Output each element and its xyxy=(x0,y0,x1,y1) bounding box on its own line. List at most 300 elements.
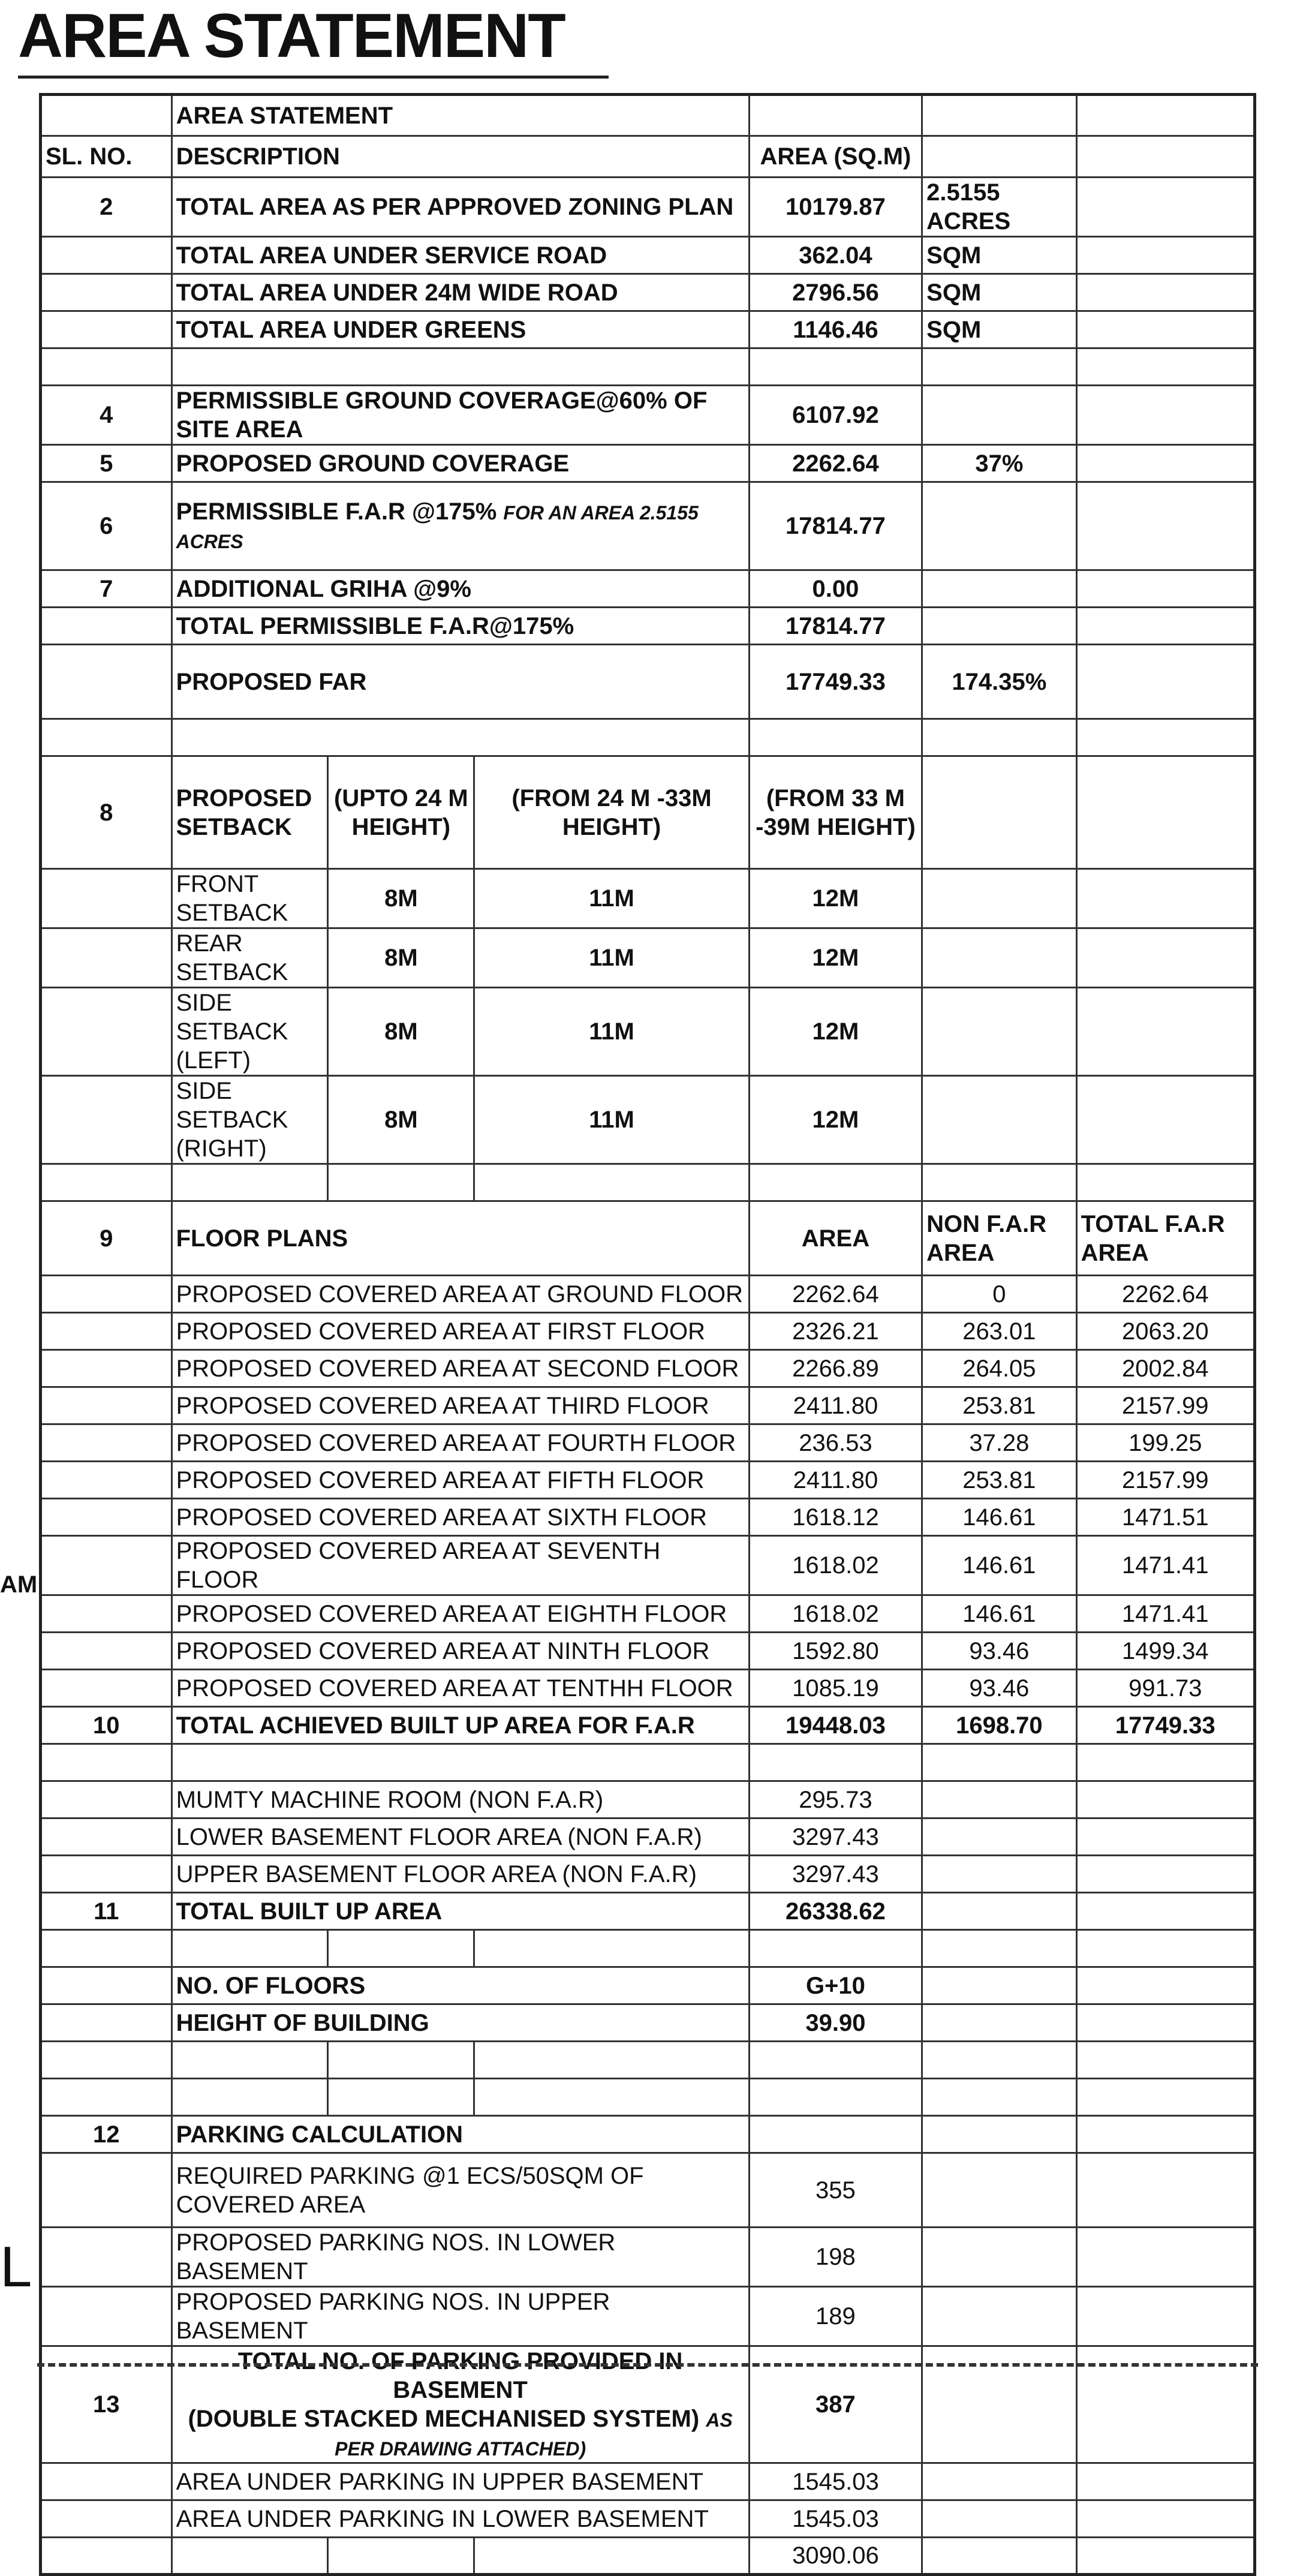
table-cell: 8M xyxy=(328,988,474,1076)
table-cell: TOTAL BUILT UP AREA xyxy=(171,1893,749,1930)
table-cell xyxy=(1076,1967,1254,2004)
table-cell: 12 xyxy=(41,2116,172,2153)
page-title: AREA STATEMENT xyxy=(18,1,565,71)
table-cell xyxy=(41,2287,172,2346)
table-cell xyxy=(41,645,172,719)
table-cell: TOTAL PERMISSIBLE F.A.R@175% xyxy=(171,608,749,645)
table-row xyxy=(41,988,1255,1076)
table-cell: 13 xyxy=(41,2346,172,2463)
table-cell: 3297.43 xyxy=(749,1818,922,1856)
table-row xyxy=(41,274,1255,311)
table-cell xyxy=(41,2004,172,2042)
table-cell: 1618.02 xyxy=(749,1536,922,1595)
table-cell xyxy=(1076,1744,1254,1781)
table-cell xyxy=(922,2153,1076,2228)
table-cell xyxy=(922,1967,1076,2004)
table-cell: 2411.80 xyxy=(749,1387,922,1424)
table-row xyxy=(41,608,1255,645)
table-cell xyxy=(171,348,749,386)
table-cell: 253.81 xyxy=(922,1387,1076,1424)
table-cell: 10 xyxy=(41,1707,172,1744)
table-cell: 1618.12 xyxy=(749,1499,922,1536)
table-cell xyxy=(1076,482,1254,570)
table-cell: AREA UNDER PARKING IN LOWER BASEMENT xyxy=(171,2500,749,2538)
table-cell xyxy=(1076,1781,1254,1818)
table-cell: 37.28 xyxy=(922,1424,1076,1462)
table-row xyxy=(41,645,1255,719)
table-cell: SQM xyxy=(922,311,1076,348)
table-cell: 355 xyxy=(749,2153,922,2228)
table-cell: PARKING CALCULATION xyxy=(171,2116,749,2153)
table-cell xyxy=(1076,348,1254,386)
header-description: DESCRIPTION xyxy=(171,136,749,178)
table-cell xyxy=(41,2538,172,2575)
table-cell xyxy=(922,988,1076,1076)
table-cell xyxy=(328,1930,474,1967)
table-cell: 1146.46 xyxy=(749,311,922,348)
table-cell: 8M xyxy=(328,869,474,928)
table-cell: FLOOR PLANS xyxy=(171,1201,749,1276)
table-row xyxy=(41,928,1255,988)
table-cell xyxy=(41,928,172,988)
table-cell: 2266.89 xyxy=(749,1350,922,1387)
table-row xyxy=(41,482,1255,570)
table-cell xyxy=(474,2538,749,2575)
table-cell: 17749.33 xyxy=(1076,1707,1254,1744)
table-cell xyxy=(922,1781,1076,1818)
table-cell: 2262.64 xyxy=(749,445,922,482)
table-cell: 1471.51 xyxy=(1076,1499,1254,1536)
table-cell: PROPOSED COVERED AREA AT FIRST FLOOR xyxy=(171,1313,749,1350)
table-cell xyxy=(41,1595,172,1633)
table-cell xyxy=(1076,2004,1254,2042)
table-cell xyxy=(474,2042,749,2079)
table-row xyxy=(41,1967,1255,2004)
table-cell: 4 xyxy=(41,386,172,445)
table-cell: 2157.99 xyxy=(1076,1387,1254,1424)
table-cell xyxy=(922,2500,1076,2538)
table-cell: 1085.19 xyxy=(749,1670,922,1707)
table-cell xyxy=(922,1930,1076,1967)
table-cell: HEIGHT OF BUILDING xyxy=(171,2004,749,2042)
table-cell xyxy=(1076,274,1254,311)
table-cell: PROPOSED COVERED AREA AT FIFTH FLOOR xyxy=(171,1462,749,1499)
table-row xyxy=(41,2079,1255,2116)
table-row xyxy=(41,445,1255,482)
table-cell xyxy=(474,1930,749,1967)
table-row xyxy=(41,1276,1255,1313)
table-row xyxy=(41,570,1255,608)
table-cell: PROPOSED PARKING NOS. IN UPPER BASEMENT xyxy=(171,2287,749,2346)
table-row xyxy=(41,1930,1255,1967)
table-cell xyxy=(922,386,1076,445)
table-cell: 1499.34 xyxy=(1076,1633,1254,1670)
table-row xyxy=(41,1424,1255,1462)
table-row xyxy=(41,311,1255,348)
table-cell xyxy=(922,1818,1076,1856)
table-row xyxy=(41,2116,1255,2153)
table-row xyxy=(41,2004,1255,2042)
table-cell xyxy=(41,1313,172,1350)
table-cell: 11M xyxy=(474,988,749,1076)
table-row xyxy=(41,1818,1255,1856)
table-cell xyxy=(1076,1930,1254,1967)
table-cell xyxy=(922,348,1076,386)
table-cell: 2411.80 xyxy=(749,1462,922,1499)
table-row xyxy=(41,2153,1255,2228)
table-row xyxy=(41,2538,1255,2575)
table-row xyxy=(41,1462,1255,1499)
setback-label: PROPOSED SETBACK xyxy=(171,756,328,869)
table-cell: PROPOSED GROUND COVERAGE xyxy=(171,445,749,482)
table-cell: 146.61 xyxy=(922,1595,1076,1633)
table-cell: 2063.20 xyxy=(1076,1313,1254,1350)
table-cell: 8M xyxy=(328,1076,474,1164)
table-cell: SQM xyxy=(922,237,1076,274)
table-cell: AREA UNDER PARKING IN UPPER BASEMENT xyxy=(171,2463,749,2500)
table-cell: G+10 xyxy=(749,1967,922,2004)
table-cell: 10179.87 xyxy=(749,178,922,237)
table-cell xyxy=(41,2153,172,2228)
table-cell: PROPOSED COVERED AREA AT SEVENTH FLOOR xyxy=(171,1536,749,1595)
table-row xyxy=(41,1201,1255,1276)
table-row xyxy=(41,178,1255,237)
table-row xyxy=(41,1893,1255,1930)
table-cell: 189 xyxy=(749,2287,922,2346)
table-cell xyxy=(41,1670,172,1707)
table-cell xyxy=(1076,2079,1254,2116)
table-cell xyxy=(41,719,172,756)
table-cell: 0 xyxy=(922,1276,1076,1313)
table-cell xyxy=(922,1893,1076,1930)
table-cell: TOTAL AREA AS PER APPROVED ZONING PLAN xyxy=(171,178,749,237)
table-cell xyxy=(171,1744,749,1781)
table-cell xyxy=(1076,386,1254,445)
table-cell xyxy=(1076,1164,1254,1201)
table-cell: (UPTO 24 M HEIGHT) xyxy=(328,756,474,869)
table-row xyxy=(41,719,1255,756)
table-row xyxy=(41,2228,1255,2287)
table-cell: PROPOSED COVERED AREA AT GROUND FLOOR xyxy=(171,1276,749,1313)
table-cell xyxy=(749,348,922,386)
table-row xyxy=(41,2042,1255,2079)
table-cell xyxy=(41,2228,172,2287)
table-cell xyxy=(328,1164,474,1201)
table-cell: PROPOSED COVERED AREA AT NINTH FLOOR xyxy=(171,1633,749,1670)
table-cell xyxy=(1076,2287,1254,2346)
table-cell xyxy=(171,1930,328,1967)
table-cell: 11 xyxy=(41,1893,172,1930)
table-cell: REAR SETBACK xyxy=(171,928,328,988)
table-row xyxy=(41,1536,1255,1595)
table-cell xyxy=(171,719,749,756)
table-cell: TOTAL AREA UNDER 24M WIDE ROAD xyxy=(171,274,749,311)
table-cell xyxy=(41,1462,172,1499)
table-row xyxy=(41,1707,1255,1744)
table-cell: TOTAL AREA UNDER GREENS xyxy=(171,311,749,348)
table-cell xyxy=(922,1744,1076,1781)
table-cell xyxy=(41,2463,172,2500)
table-cell xyxy=(1076,237,1254,274)
table-cell xyxy=(41,1387,172,1424)
table-row xyxy=(41,756,1255,869)
table-row xyxy=(41,2463,1255,2500)
table-cell xyxy=(1076,136,1254,178)
table-cell: 2262.64 xyxy=(1076,1276,1254,1313)
table-cell: 12M xyxy=(749,988,922,1076)
table-cell xyxy=(474,2079,749,2116)
table-cell: 199.25 xyxy=(1076,1424,1254,1462)
table-cell xyxy=(922,608,1076,645)
table-cell: TOTAL AREA UNDER SERVICE ROAD xyxy=(171,237,749,274)
table-cell: 17814.77 xyxy=(749,608,922,645)
table-cell xyxy=(1076,719,1254,756)
table-cell xyxy=(41,95,172,136)
table-row xyxy=(41,1781,1255,1818)
table-cell: NO. OF FLOORS xyxy=(171,1967,749,2004)
table-cell xyxy=(1076,2500,1254,2538)
table-cell xyxy=(41,1164,172,1201)
table-cell xyxy=(41,1744,172,1781)
table-cell: SIDE SETBACK (LEFT) xyxy=(171,988,328,1076)
table-cell xyxy=(922,719,1076,756)
table-cell xyxy=(41,1276,172,1313)
table-cell xyxy=(41,1536,172,1595)
table-cell: 174.35% xyxy=(922,645,1076,719)
table-cell xyxy=(922,1076,1076,1164)
table-row xyxy=(41,386,1255,445)
table-cell xyxy=(1076,2538,1254,2575)
far-note: FOR AN AREA 2.5155 ACRES xyxy=(176,502,699,552)
table-cell: 37% xyxy=(922,445,1076,482)
table-cell xyxy=(171,2538,328,2575)
table-cell: 11M xyxy=(474,1076,749,1164)
table-cell: SIDE SETBACK (RIGHT) xyxy=(171,1076,328,1164)
table-cell: 93.46 xyxy=(922,1670,1076,1707)
table-row xyxy=(41,1350,1255,1387)
parking-total-line1: TOTAL NO. OF PARKING PROVIDED IN BASEMENT xyxy=(237,2348,683,2403)
table-cell xyxy=(749,1930,922,1967)
table-cell xyxy=(1076,2153,1254,2228)
table-cell: 1471.41 xyxy=(1076,1595,1254,1633)
table-cell xyxy=(749,2116,922,2153)
table-cell xyxy=(41,1930,172,1967)
parking-total-note: AS PER DRAWING ATTACHED) xyxy=(335,2409,733,2460)
dashed-border xyxy=(37,2363,1258,2367)
table-cell: 2262.64 xyxy=(749,1276,922,1313)
header-area: AREA (SQ.M) xyxy=(749,136,922,178)
table-cell: AREA xyxy=(749,1201,922,1276)
table-cell: 5 xyxy=(41,445,172,482)
table-cell xyxy=(328,2079,474,2116)
table-cell xyxy=(328,2042,474,2079)
table-cell: LOWER BASEMENT FLOOR AREA (NON F.A.R) xyxy=(171,1818,749,1856)
table-cell: 8 xyxy=(41,756,172,869)
table-cell: 6107.92 xyxy=(749,386,922,445)
table-cell: MUMTY MACHINE ROOM (NON F.A.R) xyxy=(171,1781,749,1818)
table-cell xyxy=(41,1818,172,1856)
table-cell xyxy=(922,1164,1076,1201)
table-cell: 0.00 xyxy=(749,570,922,608)
table-cell xyxy=(1076,1893,1254,1930)
table-cell: 39.90 xyxy=(749,2004,922,2042)
table-cell: PROPOSED COVERED AREA AT FOURTH FLOOR xyxy=(171,1424,749,1462)
table-cell xyxy=(749,2079,922,2116)
table-cell: 2.5155 ACRES xyxy=(922,178,1076,237)
table-row xyxy=(41,869,1255,928)
table-cell: NON F.A.R AREA xyxy=(922,1201,1076,1276)
table-row xyxy=(41,1076,1255,1164)
table-cell xyxy=(1076,988,1254,1076)
table-cell: (FROM 33 M -39M HEIGHT) xyxy=(749,756,922,869)
table-cell: PERMISSIBLE GROUND COVERAGE@60% OF SITE AREA xyxy=(171,386,749,445)
table-row xyxy=(41,1595,1255,1633)
table-cell xyxy=(171,1164,328,1201)
table-cell: 1545.03 xyxy=(749,2500,922,2538)
table-cell: FRONT SETBACK xyxy=(171,869,328,928)
table-cell: 9 xyxy=(41,1201,172,1276)
table-cell: PROPOSED COVERED AREA AT EIGHTH FLOOR xyxy=(171,1595,749,1633)
title-underline xyxy=(18,76,609,79)
table-cell xyxy=(922,2287,1076,2346)
table-cell: 2002.84 xyxy=(1076,1350,1254,1387)
table-cell xyxy=(41,274,172,311)
table-cell: 362.04 xyxy=(749,237,922,274)
table-cell xyxy=(1076,570,1254,608)
table-cell: 2326.21 xyxy=(749,1313,922,1350)
table-row xyxy=(41,95,1255,136)
table-cell xyxy=(1076,445,1254,482)
table-cell: PROPOSED COVERED AREA AT TENTHH FLOOR xyxy=(171,1670,749,1707)
table-cell: 295.73 xyxy=(749,1781,922,1818)
table-cell: (FROM 24 M -33M HEIGHT) xyxy=(474,756,749,869)
table-cell: 146.61 xyxy=(922,1536,1076,1595)
table-cell xyxy=(1076,928,1254,988)
table-cell: 236.53 xyxy=(749,1424,922,1462)
table-cell: 11M xyxy=(474,869,749,928)
table-row xyxy=(41,136,1255,178)
table-cell xyxy=(41,1633,172,1670)
table-cell xyxy=(41,2042,172,2079)
table-cell: 12M xyxy=(749,869,922,928)
table-cell xyxy=(922,136,1076,178)
edge-text-l: L xyxy=(0,2235,32,2299)
table-cell xyxy=(41,237,172,274)
table-cell: 1545.03 xyxy=(749,2463,922,2500)
table-cell: PROPOSED PARKING NOS. IN LOWER BASEMENT xyxy=(171,2228,749,2287)
table-cell xyxy=(922,2538,1076,2575)
table-cell: 17814.77 xyxy=(749,482,922,570)
table-cell: 3297.43 xyxy=(749,1856,922,1893)
table-cell: 19448.03 xyxy=(749,1707,922,1744)
table-cell xyxy=(171,2042,328,2079)
table-cell xyxy=(922,756,1076,869)
table-cell: PROPOSED COVERED AREA AT THIRD FLOOR xyxy=(171,1387,749,1424)
table-cell xyxy=(1076,2228,1254,2287)
table-cell: 1471.41 xyxy=(1076,1536,1254,1595)
table-cell xyxy=(171,2079,328,2116)
table-row xyxy=(41,2500,1255,2538)
table-cell xyxy=(171,482,749,570)
table-cell xyxy=(1076,645,1254,719)
table-cell xyxy=(922,570,1076,608)
table-cell xyxy=(922,95,1076,136)
table-cell: 1592.80 xyxy=(749,1633,922,1670)
table-row xyxy=(41,1387,1255,1424)
table-cell: ADDITIONAL GRIHA @9% xyxy=(171,570,749,608)
table-cell xyxy=(41,1499,172,1536)
table-cell: SQM xyxy=(922,274,1076,311)
table-cell: PROPOSED FAR xyxy=(171,645,749,719)
table-cell xyxy=(1076,1856,1254,1893)
table-cell xyxy=(41,1781,172,1818)
table-cell: 6 xyxy=(41,482,172,570)
table-cell: TOTAL ACHIEVED BUILT UP AREA FOR F.A.R xyxy=(171,1707,749,1744)
table-cell xyxy=(922,2463,1076,2500)
table-cell xyxy=(922,2116,1076,2153)
table-cell: 93.46 xyxy=(922,1633,1076,1670)
table-cell xyxy=(1076,608,1254,645)
table-cell: TOTAL F.A.R AREA xyxy=(1076,1201,1254,1276)
table-cell: 263.01 xyxy=(922,1313,1076,1350)
table-cell: 2796.56 xyxy=(749,274,922,311)
table-cell xyxy=(1076,2116,1254,2153)
table-cell xyxy=(922,482,1076,570)
table-row xyxy=(41,1856,1255,1893)
table-cell xyxy=(41,1076,172,1164)
table-cell xyxy=(922,2228,1076,2287)
table-cell: 12M xyxy=(749,928,922,988)
table-row xyxy=(41,2287,1255,2346)
table-cell xyxy=(41,1350,172,1387)
table-cell xyxy=(1076,311,1254,348)
table-cell xyxy=(749,719,922,756)
table-cell xyxy=(41,2079,172,2116)
table-row xyxy=(41,237,1255,274)
table-cell: PROPOSED COVERED AREA AT SIXTH FLOOR xyxy=(171,1499,749,1536)
edge-text-am: AM xyxy=(0,1571,38,1598)
table-row xyxy=(41,1499,1255,1536)
table-row xyxy=(41,1313,1255,1350)
table-cell xyxy=(41,1424,172,1462)
table-cell xyxy=(41,608,172,645)
table-cell xyxy=(328,2538,474,2575)
table-cell xyxy=(1076,95,1254,136)
table-cell xyxy=(41,348,172,386)
area-statement-table xyxy=(39,93,1256,2576)
table-cell xyxy=(41,988,172,1076)
table-cell xyxy=(922,928,1076,988)
table-cell: 387 xyxy=(749,2346,922,2463)
table-cell xyxy=(749,2042,922,2079)
table-cell xyxy=(41,2500,172,2538)
table-cell: 1618.02 xyxy=(749,1595,922,1633)
table-cell xyxy=(41,1967,172,2004)
table-cell xyxy=(41,311,172,348)
table-cell: 264.05 xyxy=(922,1350,1076,1387)
table-cell xyxy=(922,2042,1076,2079)
table-caption: AREA STATEMENT xyxy=(171,95,749,136)
table-cell xyxy=(1076,1076,1254,1164)
table-cell: 8M xyxy=(328,928,474,988)
table-cell: 146.61 xyxy=(922,1499,1076,1536)
table-row xyxy=(41,348,1255,386)
table-cell xyxy=(922,1856,1076,1893)
table-cell xyxy=(749,1164,922,1201)
table-cell: 991.73 xyxy=(1076,1670,1254,1707)
table-cell: 2157.99 xyxy=(1076,1462,1254,1499)
table-cell xyxy=(474,1164,749,1201)
